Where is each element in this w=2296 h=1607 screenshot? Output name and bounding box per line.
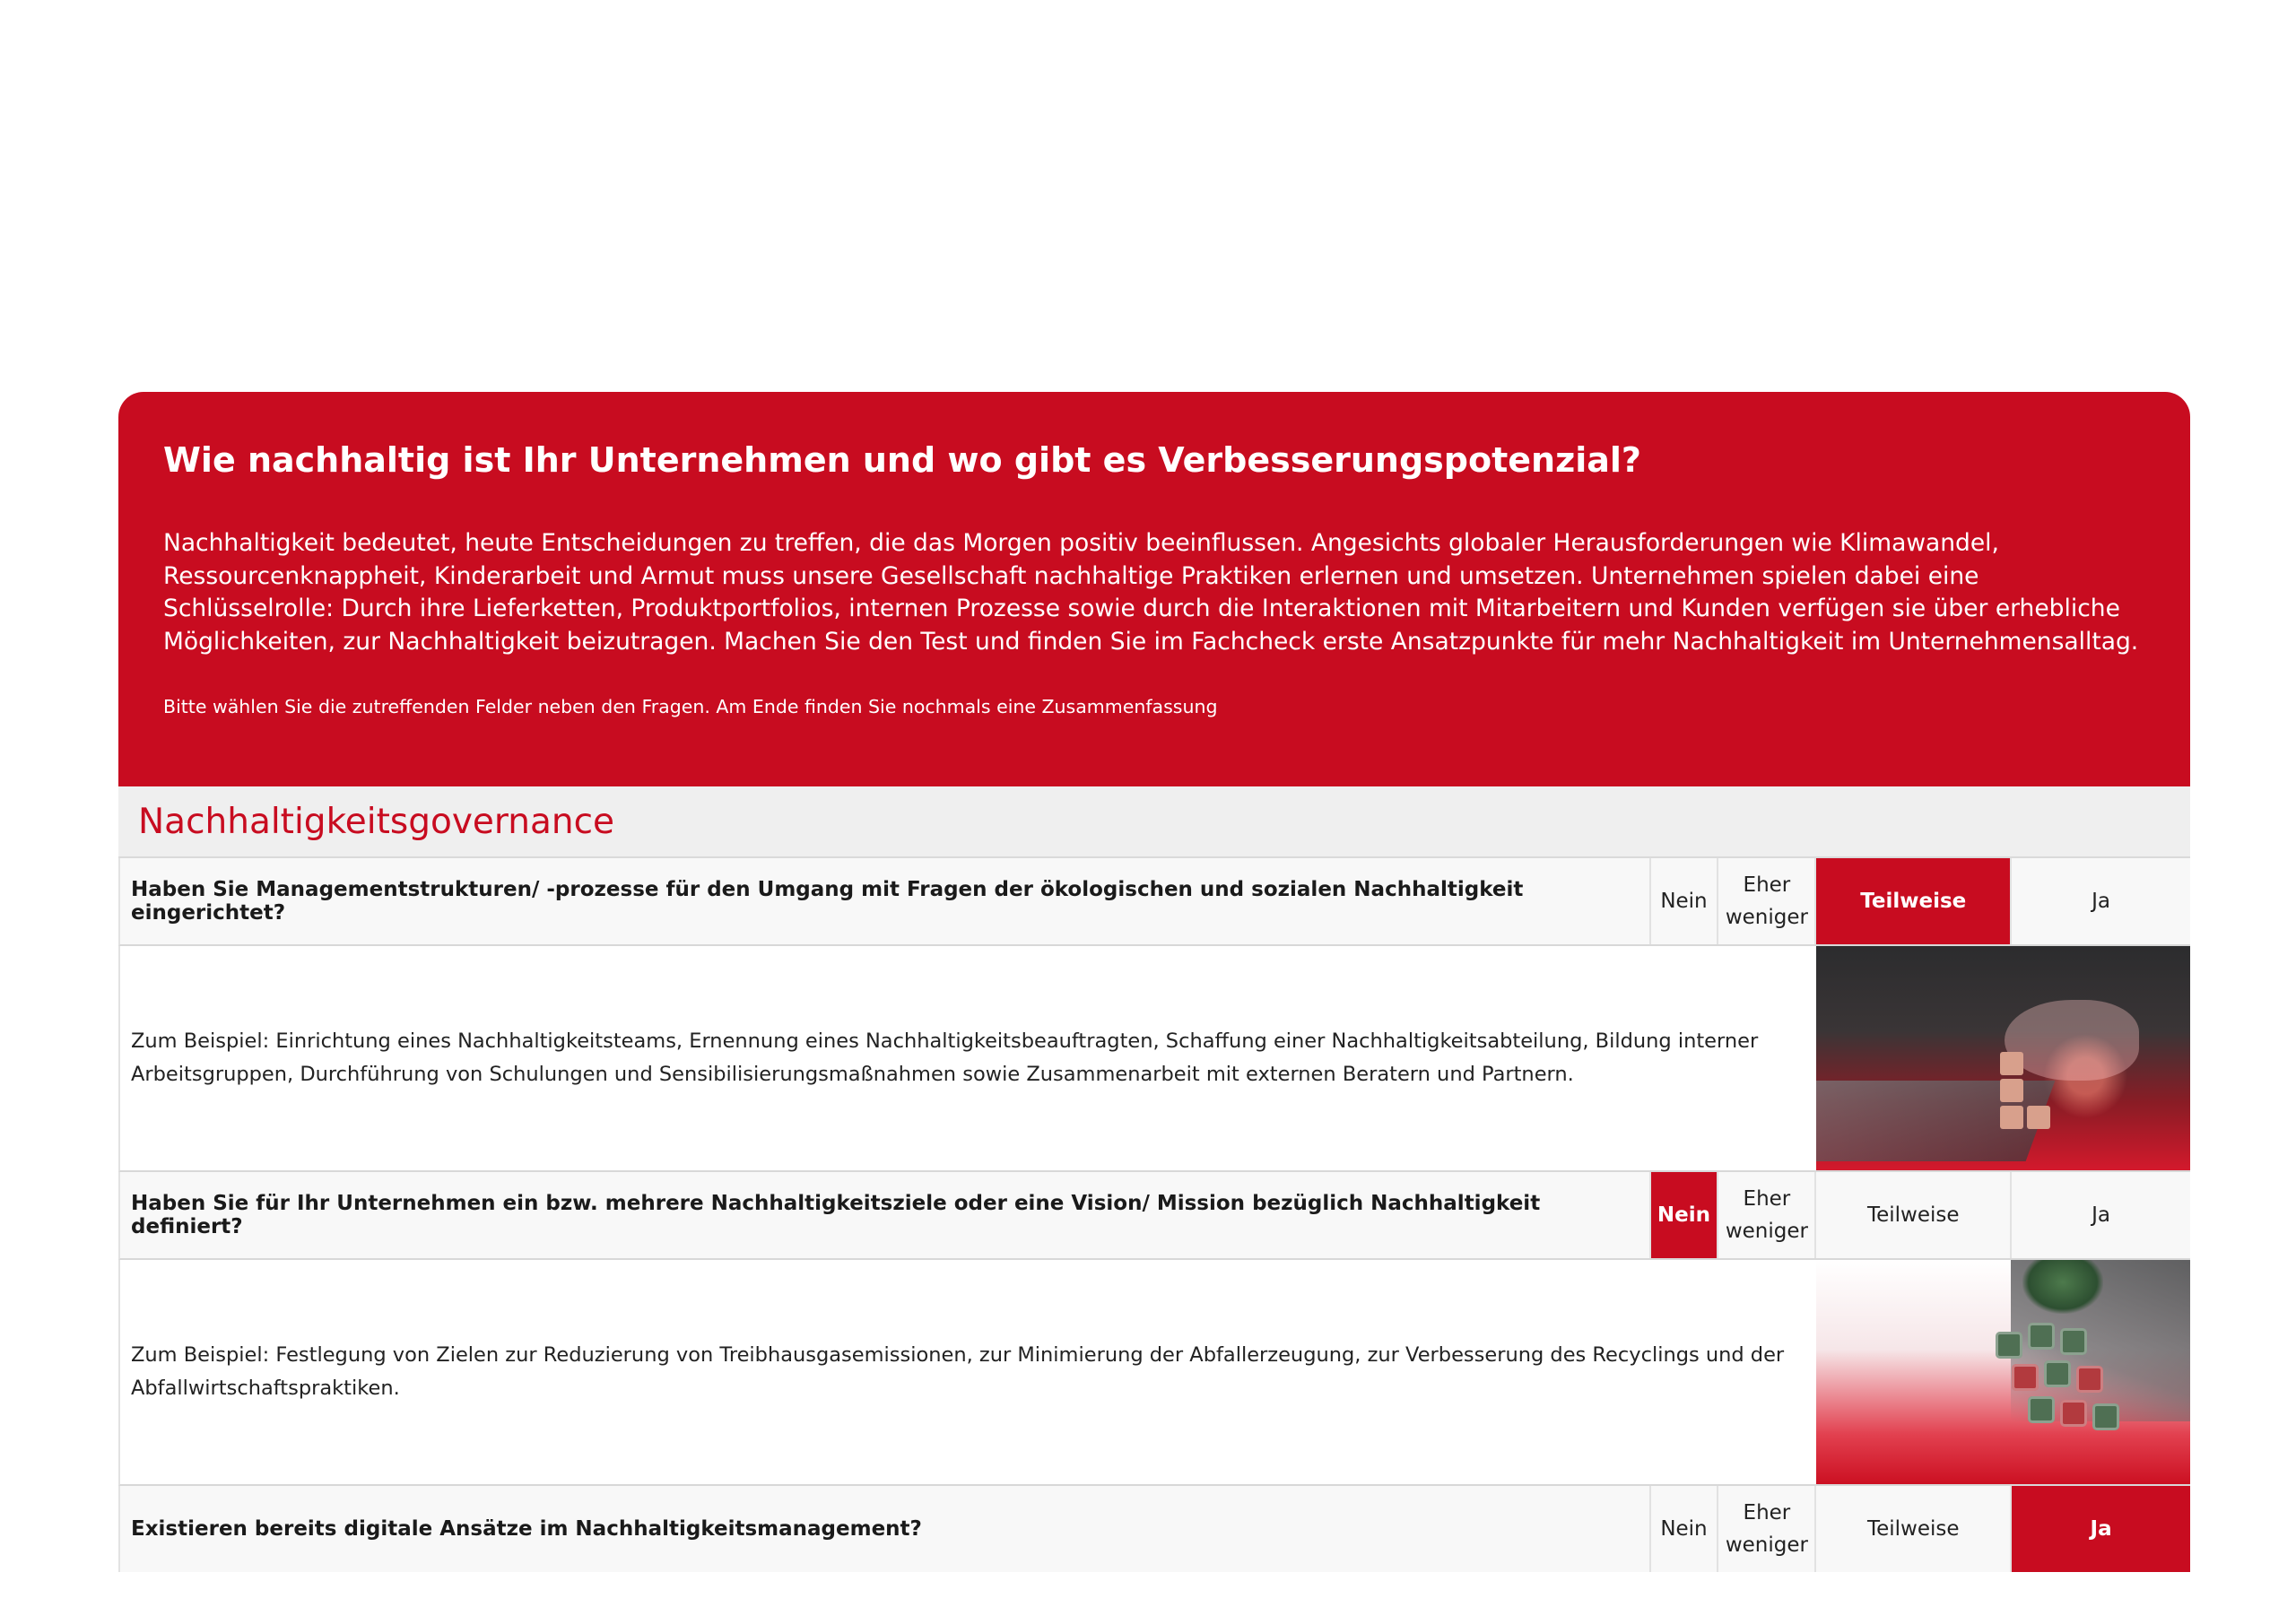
option-nein[interactable]: Nein [1651, 1486, 1719, 1572]
intro-text: Nachhaltigkeit bedeutet, heute Entscheidungen zu treffen, die das Morgen positiv beeinflussen. Angesichts globaler Herausforderungen wie Klimawandel, Ressourcenknappheit, Kinderarbeit und Armut muss unsere Gesellschaft nachhaltige Praktiken erlernen und umsetzen. Unternehmen spielen dabei eine Schlüsselrolle: Durch ihre Lieferketten, Produktportfolios, internen Prozesse sowie durch die Interaktionen mit Mitarbeitern und Kunden verfügen sie über erhebliche Möglichkeiten, zur Nachhaltigkeit beizutragen. Machen Sie den Test und finden Sie im Fachcheck erste Ansatzpunkte für mehr Nachhaltigkeit im Unternehmensalltag. [163, 529, 2139, 656]
question-text: Haben Sie Managementstrukturen/ -prozesse für den Umgang mit Fragen der ökologischen und sozialen Nachhaltigkeit eingerichtet? [120, 858, 1651, 944]
example-row [118, 1260, 2190, 1486]
instruction-text: Bitte wählen Sie die zutreffenden Felder neben den Fragen. Am Ende finden Sie nochmals eine Zusammenfassung [163, 696, 1218, 718]
section-header [118, 786, 2190, 858]
option-teilweise[interactable]: Teilweise [1816, 1486, 2012, 1572]
question-row [118, 1486, 2190, 1572]
example-text: Zum Beispiel: Einrichtung eines Nachhaltigkeitsteams, Ernennung eines Nachhaltigkeitsbeauftragten, Schaffung einer Nachhaltigkeitsabteilung, Bildung interner Arbeitsgruppen, Durchführung von Schulungen und Sensibilisierungsmaßnahmen sowie Zusammenarbeit mit externen Beratern und Partnern. [131, 1029, 1759, 1086]
intro-banner [118, 392, 2190, 786]
page-title: Wie nachhaltig ist Ihr Unternehmen und wo gibt es Verbesserungspotenzial? [163, 440, 1641, 480]
governance-photo [1816, 946, 2190, 1170]
question-text: Haben Sie für Ihr Unternehmen ein bzw. mehrere Nachhaltigkeitsziele oder eine Vision/ Mission bezüglich Nachhaltigkeit definiert? [120, 1172, 1651, 1258]
example-text: Zum Beispiel: Festlegung von Zielen zur Reduzierung von Treibhausgasemissionen, zur Minimierung der Abfallerzeugung, zur Verbesserung des Recyclings und der Abfallwirtschaftspraktiken. [131, 1343, 1785, 1400]
option-eher-weniger[interactable]: Eher weniger [1718, 1486, 1816, 1572]
option-eher-weniger[interactable]: Eher weniger [1718, 858, 1816, 944]
question-text: Existieren bereits digitale Ansätze im Nachhaltigkeitsmanagement? [120, 1486, 1651, 1572]
option-ja[interactable]: Ja [2012, 1486, 2190, 1572]
question-row [118, 858, 2190, 946]
option-eher-weniger[interactable]: Eher weniger [1718, 1172, 1816, 1258]
option-teilweise[interactable]: Teilweise [1816, 1172, 2012, 1258]
option-ja[interactable]: Ja [2012, 858, 2190, 944]
question-row [118, 1172, 2190, 1260]
option-nein[interactable]: Nein [1651, 858, 1719, 944]
example-row [118, 946, 2190, 1172]
section-title: Nachhaltigkeitsgovernance [138, 801, 615, 842]
option-teilweise[interactable]: Teilweise [1816, 858, 2012, 944]
sustainability-icons-photo [1816, 1260, 2190, 1484]
option-ja[interactable]: Ja [2012, 1172, 2190, 1258]
check-card [118, 392, 2190, 1572]
option-nein[interactable]: Nein [1651, 1172, 1719, 1258]
